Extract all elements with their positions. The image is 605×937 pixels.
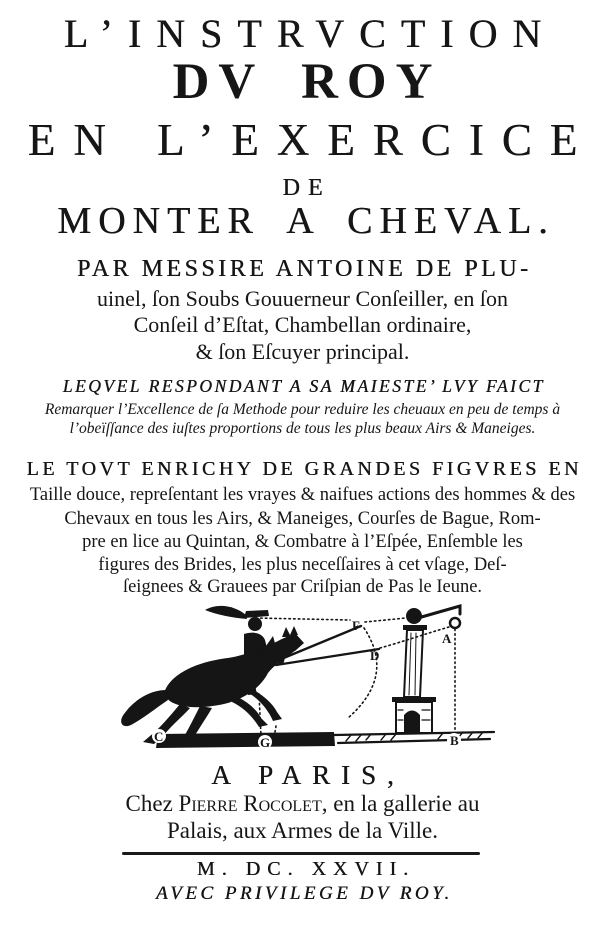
imprint-place: A PARIS,	[211, 760, 405, 790]
title-line-3: EN L’EXERCICE	[27, 115, 596, 165]
date-roman-numerals: M. DC. XXVII.	[196, 858, 416, 880]
dedication-line-3: l’obeïſſance des iuſtes proportions de tous les plus beaux Airs & Maneiges.	[69, 420, 536, 437]
label-d: D	[370, 648, 380, 663]
rider-at-ring-woodcut-illustration	[98, 598, 502, 756]
imprint-line-2: Palais, aux Armes de la Ville.	[167, 818, 438, 843]
quintain-arm	[418, 606, 460, 618]
rider-plume	[205, 606, 247, 619]
sightline-top	[256, 618, 406, 622]
arc-f-to-ground	[348, 628, 380, 718]
horse-figure	[121, 626, 304, 746]
author-line-2: uinel, ſon Soubs Gouuerneur Conſeiller, en ſon	[97, 286, 508, 311]
contents-line-2: Taille douce, repreſentant les vrayes & naifues actions des hommes & des	[29, 485, 576, 505]
pedestal-arch	[404, 711, 420, 734]
contents-caps-line: LE TOVT ENRICHY DE GRANDES FIGVRES EN	[26, 458, 582, 480]
author-line-3: Conſeil d’Eſtat, Chambellan ordinaire,	[133, 312, 472, 337]
contents-line-3: Chevaux en tous les Airs, & Maneiges, Courſes de Bague, Rom-	[64, 509, 541, 529]
author-caps-line: PAR MESSIRE ANTOINE DE PLU-	[76, 256, 532, 282]
horse-body	[164, 637, 298, 707]
publisher-name: Pierre Rocolet	[178, 791, 322, 816]
contents-line-6: ſeignees & Grauees par Criſpian de Pas le Ieune.	[122, 577, 483, 597]
label-a: A	[442, 631, 452, 646]
label-f: F	[352, 618, 360, 633]
horizontal-rule	[122, 852, 480, 855]
privilege-line: AVEC PRIVILEGE DV ROY.	[155, 883, 453, 904]
imprint-publisher-prefix: Chez	[125, 791, 179, 816]
title-line-1: L’INSTRVCTION	[63, 11, 557, 56]
label-b: B	[450, 733, 459, 748]
label-g: G	[260, 735, 271, 750]
title-line-5: MONTER A CHEVAL.	[57, 200, 555, 242]
imprint-publisher	[0, 792, 605, 815]
title-line-2: DV ROY	[172, 54, 442, 110]
imprint-publisher-suffix: , en la gallerie au	[321, 791, 480, 816]
dedication-line-2: Remarquer l’Excellence de ſa Methode pour reduire les cheuaux en peu de temps à	[44, 401, 561, 418]
title-line-4: DE	[282, 175, 331, 201]
contents-line-5: figures des Brides, les plus neceſſaires à cet vſage, Deſ-	[98, 555, 507, 575]
rider-hat	[244, 610, 269, 618]
author-line-4: & ſon Eſcuyer principal.	[195, 339, 410, 364]
rider-head	[248, 617, 262, 631]
dedication-caps-line: LEQVEL RESPONDANT A SA MAIESTE’ LVY FAICT	[62, 376, 545, 396]
hanging-ring	[450, 618, 460, 628]
column-capital	[403, 625, 427, 630]
label-c: C	[154, 729, 164, 744]
horse-tail	[121, 690, 168, 726]
contents-line-4: pre en lice au Quintan, & Combatre à l’Eſpée, Enſemble les	[82, 532, 523, 552]
